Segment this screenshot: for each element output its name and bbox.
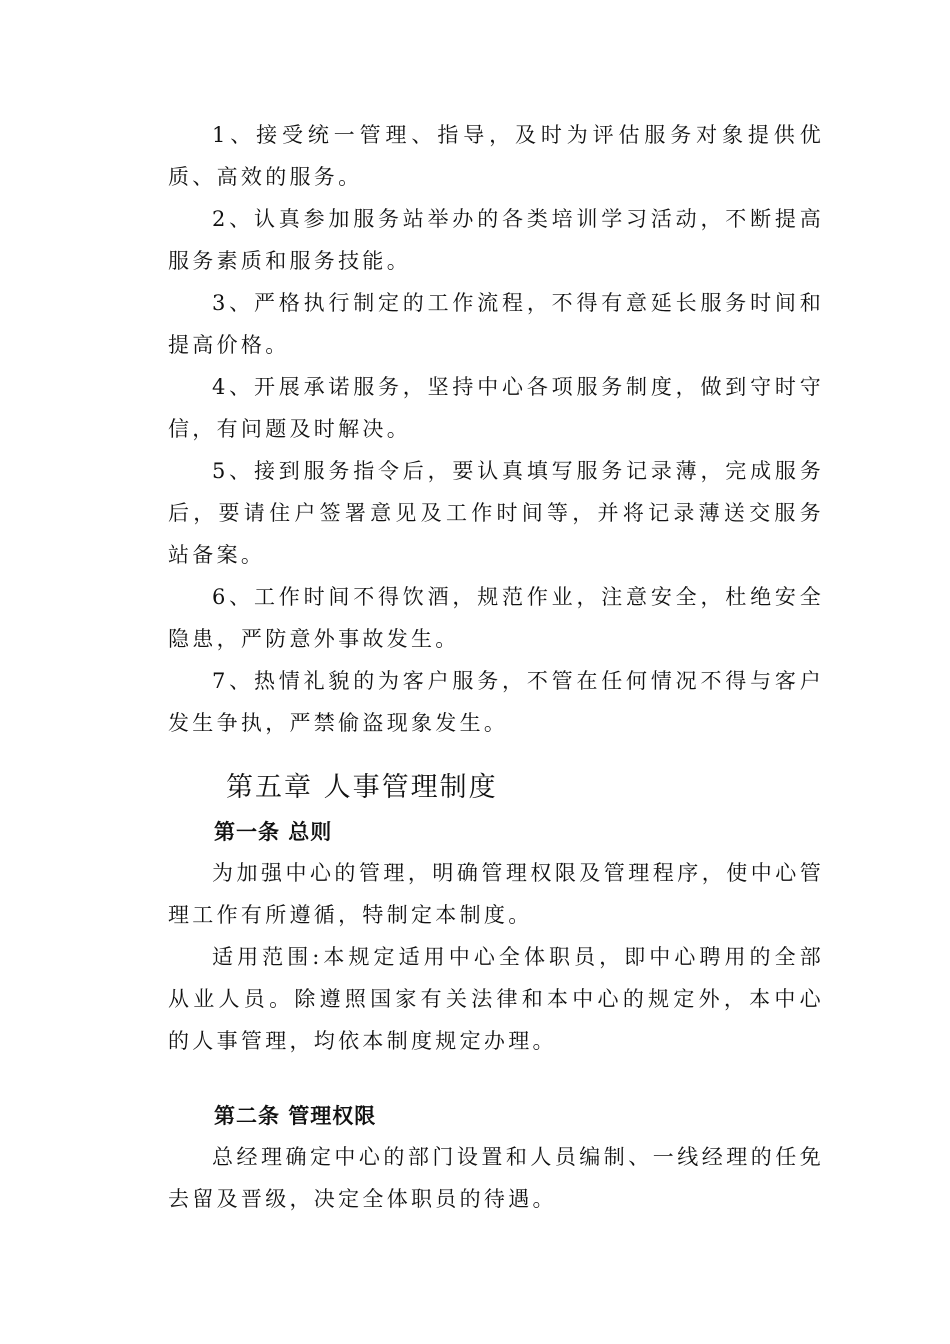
list-item: 1、接受统一管理、指导，及时为评估服务对象提供优质、高效的服务。: [168, 123, 824, 189]
article-paragraph: 为加强中心的管理，明确管理权限及管理程序，使中心管理工作有所遵循，特制定本制度。: [168, 861, 824, 927]
list-item: 6、工作时间不得饮酒，规范作业，注意安全，杜绝安全隐患，严防意外事故发生。: [168, 585, 824, 651]
list-item: 4、开展承诺服务，坚持中心各项服务制度，做到守时守信，有问题及时解决。: [168, 375, 824, 441]
list-item: 3、严格执行制定的工作流程，不得有意延长服务时间和提高价格。: [168, 291, 824, 357]
article-paragraph: 适用范围:本规定适用中心全体职员，即中心聘用的全部从业人员。除遵照国家有关法律和本中心的规定外，本中心的人事管理，均依本制度规定办理。: [168, 945, 824, 1053]
chapter-title: 第五章 人事管理制度: [226, 772, 498, 803]
article-heading-general: 第一条 总则: [214, 820, 333, 844]
document-page: [168, 114, 824, 1220]
list-item: 7、热情礼貌的为客户服务，不管在任何情况不得与客户发生争执，严禁偷盗现象发生。: [168, 669, 824, 735]
list-item: 5、接到服务指令后，要认真填写服务记录薄，完成服务后，要请住户签署意见及工作时间等，并将记录薄送交服务站备案。: [168, 459, 824, 567]
list-item: 2、认真参加服务站举办的各类培训学习活动，不断提高服务素质和服务技能。: [168, 207, 824, 273]
section-spacer: [168, 1062, 824, 1092]
article-paragraph: 总经理确定中心的部门设置和人员编制、一线经理的任免去留及晋级，决定全体职员的待遇。: [168, 1145, 824, 1211]
article-heading-authority: 第二条 管理权限: [214, 1104, 377, 1128]
